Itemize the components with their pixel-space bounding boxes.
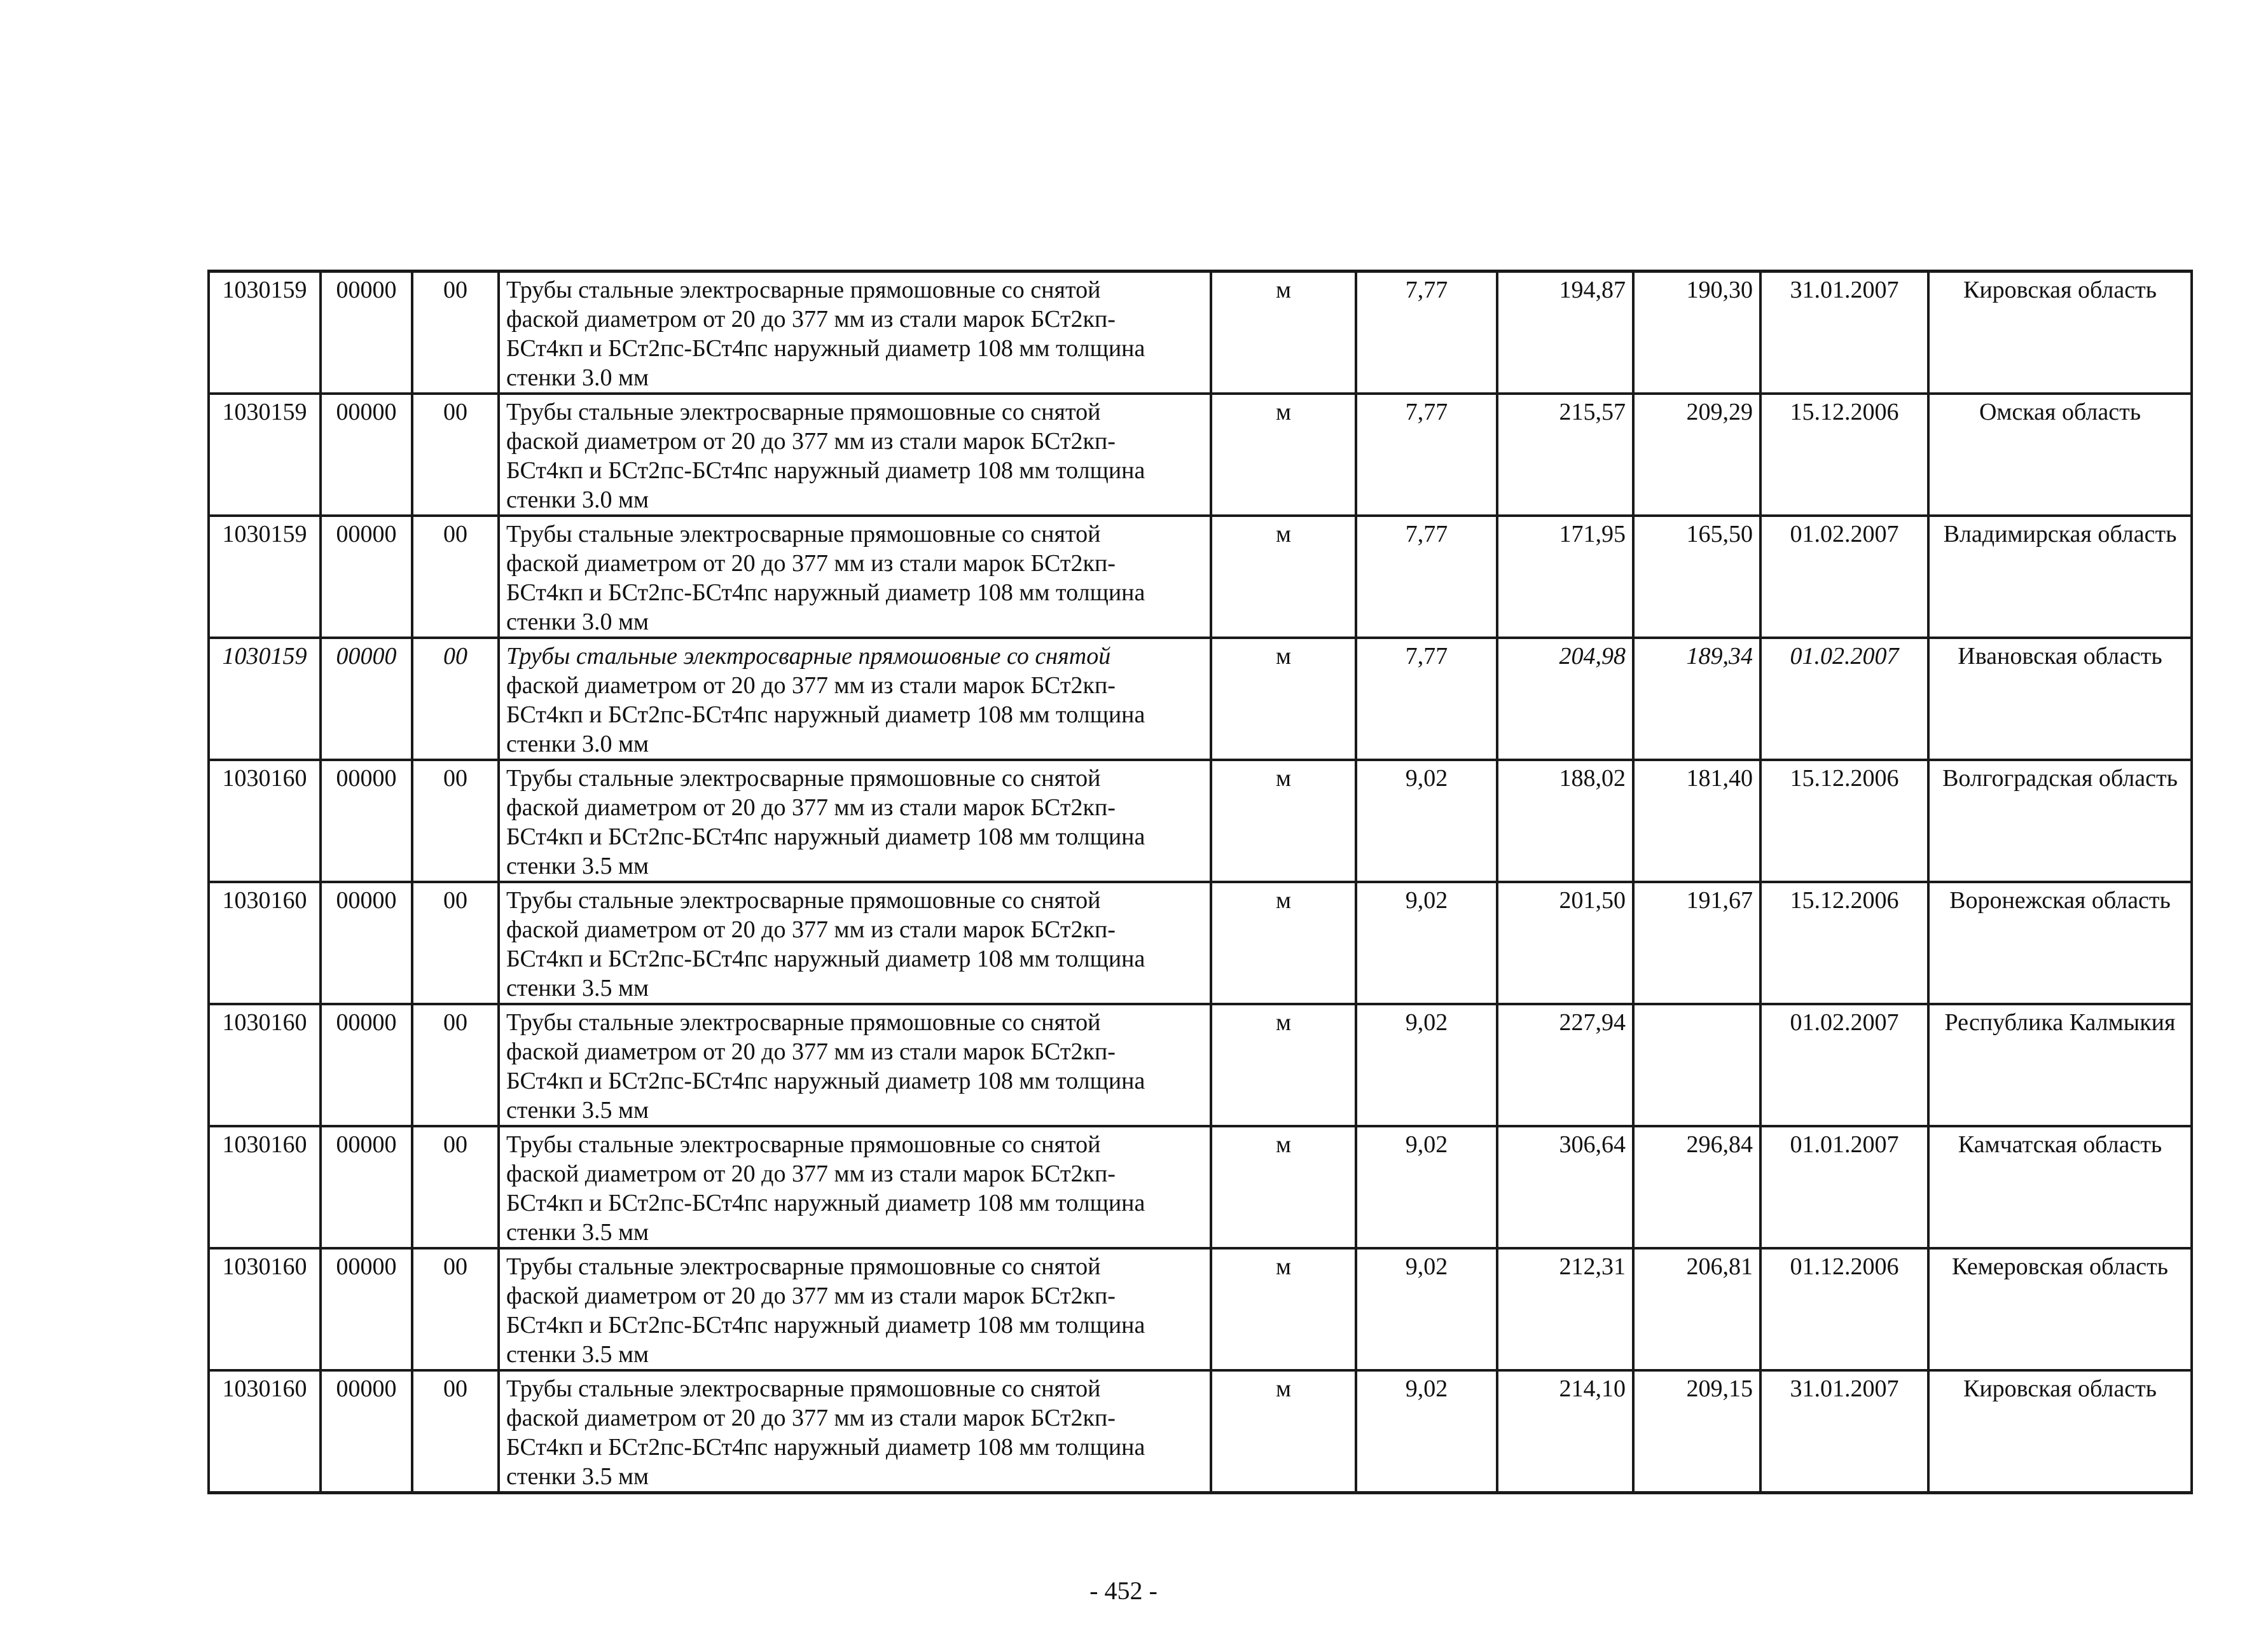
description-line: БСт4кп и БСт2пс-БСт4пс наружный диаметр 108 мм толщина xyxy=(506,1312,1145,1339)
price-2: 165,50 xyxy=(1633,516,1760,638)
unit: м xyxy=(1211,516,1356,638)
description-line: фаской диаметром от 20 до 377 мм из стали марок БСт2кп- xyxy=(506,794,1116,821)
item-code: 1030160 xyxy=(209,1126,321,1248)
price-1: 212,31 xyxy=(1497,1248,1633,1370)
table-row xyxy=(209,1004,2192,1126)
unit: м xyxy=(1211,882,1356,1004)
date: 01.01.2007 xyxy=(1760,1126,1928,1248)
quantity: 7,77 xyxy=(1356,272,1497,394)
description-line: стенки 3.5 мм xyxy=(506,975,649,1002)
description-line: стенки 3.5 мм xyxy=(506,853,649,879)
unit: м xyxy=(1211,272,1356,394)
date: 01.12.2006 xyxy=(1760,1248,1928,1370)
date: 01.02.2007 xyxy=(1760,1004,1928,1126)
item-subcode: 00000 xyxy=(321,394,412,516)
region: Камчатская область xyxy=(1928,1126,2192,1248)
item-subcode: 00000 xyxy=(321,882,412,1004)
date: 15.12.2006 xyxy=(1760,882,1928,1004)
item-variant: 00 xyxy=(412,760,499,882)
date: 01.02.2007 xyxy=(1760,638,1928,760)
item-subcode: 00000 xyxy=(321,1370,412,1493)
price-table-container xyxy=(207,270,2178,1490)
item-subcode: 00000 xyxy=(321,1004,412,1126)
item-description xyxy=(499,1126,1211,1248)
description-line: фаской диаметром от 20 до 377 мм из стали марок БСт2кп- xyxy=(506,672,1116,699)
description-line: стенки 3.5 мм xyxy=(506,1463,649,1490)
unit: м xyxy=(1211,1004,1356,1126)
item-code: 1030160 xyxy=(209,1370,321,1493)
description-line: БСт4кп и БСт2пс-БСт4пс наружный диаметр 108 мм толщина xyxy=(506,823,1145,850)
quantity: 9,02 xyxy=(1356,1248,1497,1370)
region: Республика Калмыкия xyxy=(1928,1004,2192,1126)
item-subcode: 00000 xyxy=(321,638,412,760)
price-2: 209,15 xyxy=(1633,1370,1760,1493)
price-1: 204,98 xyxy=(1497,638,1633,760)
date: 31.01.2007 xyxy=(1760,1370,1928,1493)
table-row xyxy=(209,638,2192,760)
description-line: стенки 3.5 мм xyxy=(506,1219,649,1246)
description-line: стенки 3.0 мм xyxy=(506,731,649,757)
item-description xyxy=(499,1248,1211,1370)
unit: м xyxy=(1211,1126,1356,1248)
price-table xyxy=(207,270,2193,1494)
unit: м xyxy=(1211,394,1356,516)
description-line: БСт4кп и БСт2пс-БСт4пс наружный диаметр 108 мм толщина xyxy=(506,335,1145,362)
price-1: 171,95 xyxy=(1497,516,1633,638)
quantity: 7,77 xyxy=(1356,394,1497,516)
description-line: стенки 3.0 мм xyxy=(506,609,649,635)
item-code: 1030160 xyxy=(209,760,321,882)
region: Кировская область xyxy=(1928,272,2192,394)
description-line: БСт4кп и БСт2пс-БСт4пс наружный диаметр 108 мм толщина xyxy=(506,1434,1145,1461)
item-variant: 00 xyxy=(412,882,499,1004)
region: Кировская область xyxy=(1928,1370,2192,1493)
item-variant: 00 xyxy=(412,1248,499,1370)
item-code: 1030159 xyxy=(209,516,321,638)
description-line: Трубы стальные электросварные прямошовные со снятой xyxy=(506,765,1101,792)
table-row xyxy=(209,394,2192,516)
item-code: 1030160 xyxy=(209,1004,321,1126)
description-line: Трубы стальные электросварные прямошовные со снятой xyxy=(506,887,1101,914)
unit: м xyxy=(1211,760,1356,882)
item-description xyxy=(499,1370,1211,1493)
item-description xyxy=(499,760,1211,882)
item-description xyxy=(499,1004,1211,1126)
description-line: БСт4кп и БСт2пс-БСт4пс наружный диаметр 108 мм толщина xyxy=(506,1190,1145,1216)
item-code: 1030159 xyxy=(209,394,321,516)
item-subcode: 00000 xyxy=(321,516,412,638)
description-line: БСт4кп и БСт2пс-БСт4пс наружный диаметр 108 мм толщина xyxy=(506,701,1145,728)
unit: м xyxy=(1211,1370,1356,1493)
item-subcode: 00000 xyxy=(321,760,412,882)
description-line: Трубы стальные электросварные прямошовные со снятой xyxy=(506,1375,1101,1402)
description-line: фаской диаметром от 20 до 377 мм из стали марок БСт2кп- xyxy=(506,1283,1116,1309)
table-row xyxy=(209,272,2192,394)
item-description xyxy=(499,638,1211,760)
item-code: 1030159 xyxy=(209,272,321,394)
item-subcode: 00000 xyxy=(321,1248,412,1370)
item-variant: 00 xyxy=(412,516,499,638)
description-line: Трубы стальные электросварные прямошовные со снятой xyxy=(506,643,1111,670)
description-line: Трубы стальные электросварные прямошовные со снятой xyxy=(506,521,1101,547)
price-2: 181,40 xyxy=(1633,760,1760,882)
item-variant: 00 xyxy=(412,638,499,760)
description-line: Трубы стальные электросварные прямошовные со снятой xyxy=(506,1253,1101,1280)
date: 01.02.2007 xyxy=(1760,516,1928,638)
price-2: 209,29 xyxy=(1633,394,1760,516)
region: Ивановская область xyxy=(1928,638,2192,760)
description-line: БСт4кп и БСт2пс-БСт4пс наружный диаметр 108 мм толщина xyxy=(506,457,1145,484)
item-variant: 00 xyxy=(412,1370,499,1493)
item-description xyxy=(499,516,1211,638)
date: 31.01.2007 xyxy=(1760,272,1928,394)
item-variant: 00 xyxy=(412,394,499,516)
description-line: БСт4кп и БСт2пс-БСт4пс наружный диаметр 108 мм толщина xyxy=(506,1068,1145,1094)
price-2: 296,84 xyxy=(1633,1126,1760,1248)
date: 15.12.2006 xyxy=(1760,760,1928,882)
price-1: 214,10 xyxy=(1497,1370,1633,1493)
price-1: 188,02 xyxy=(1497,760,1633,882)
table-row xyxy=(209,1370,2192,1493)
region: Владимирская область xyxy=(1928,516,2192,638)
description-line: БСт4кп и БСт2пс-БСт4пс наружный диаметр 108 мм толщина xyxy=(506,579,1145,606)
description-line: Трубы стальные электросварные прямошовные со снятой xyxy=(506,277,1101,303)
date: 15.12.2006 xyxy=(1760,394,1928,516)
description-line: фаской диаметром от 20 до 377 мм из стали марок БСт2кп- xyxy=(506,550,1116,577)
item-code: 1030160 xyxy=(209,1248,321,1370)
item-subcode: 00000 xyxy=(321,1126,412,1248)
item-variant: 00 xyxy=(412,1126,499,1248)
region: Волгоградская область xyxy=(1928,760,2192,882)
table-row xyxy=(209,1248,2192,1370)
page-number: - 452 - xyxy=(1089,1576,1158,1605)
region: Воронежская область xyxy=(1928,882,2192,1004)
description-line: стенки 3.5 мм xyxy=(506,1097,649,1124)
quantity: 9,02 xyxy=(1356,1126,1497,1248)
description-line: Трубы стальные электросварные прямошовные со снятой xyxy=(506,399,1101,425)
description-line: фаской диаметром от 20 до 377 мм из стали марок БСт2кп- xyxy=(506,428,1116,455)
region: Омская область xyxy=(1928,394,2192,516)
description-line: фаской диаметром от 20 до 377 мм из стали марок БСт2кп- xyxy=(506,1405,1116,1431)
description-line: стенки 3.0 мм xyxy=(506,364,649,391)
quantity: 9,02 xyxy=(1356,882,1497,1004)
description-line: Трубы стальные электросварные прямошовные со снятой xyxy=(506,1131,1101,1158)
price-1: 227,94 xyxy=(1497,1004,1633,1126)
price-2 xyxy=(1633,1004,1760,1126)
description-line: фаской диаметром от 20 до 377 мм из стали марок БСт2кп- xyxy=(506,1160,1116,1187)
price-2: 190,30 xyxy=(1633,272,1760,394)
item-description xyxy=(499,882,1211,1004)
price-1: 215,57 xyxy=(1497,394,1633,516)
description-line: стенки 3.0 мм xyxy=(506,486,649,513)
quantity: 9,02 xyxy=(1356,760,1497,882)
unit: м xyxy=(1211,638,1356,760)
item-description xyxy=(499,394,1211,516)
region: Кемеровская область xyxy=(1928,1248,2192,1370)
table-row xyxy=(209,760,2192,882)
price-1: 194,87 xyxy=(1497,272,1633,394)
item-variant: 00 xyxy=(412,1004,499,1126)
quantity: 9,02 xyxy=(1356,1370,1497,1493)
price-2: 206,81 xyxy=(1633,1248,1760,1370)
quantity: 9,02 xyxy=(1356,1004,1497,1126)
quantity: 7,77 xyxy=(1356,638,1497,760)
item-code: 1030160 xyxy=(209,882,321,1004)
unit: м xyxy=(1211,1248,1356,1370)
table-row xyxy=(209,516,2192,638)
item-code: 1030159 xyxy=(209,638,321,760)
price-2: 191,67 xyxy=(1633,882,1760,1004)
table-row xyxy=(209,882,2192,1004)
quantity: 7,77 xyxy=(1356,516,1497,638)
description-line: фаской диаметром от 20 до 377 мм из стали марок БСт2кп- xyxy=(506,306,1116,333)
item-description xyxy=(499,272,1211,394)
description-line: Трубы стальные электросварные прямошовные со снятой xyxy=(506,1009,1101,1036)
price-1: 306,64 xyxy=(1497,1126,1633,1248)
table-row xyxy=(209,1126,2192,1248)
description-line: фаской диаметром от 20 до 377 мм из стали марок БСт2кп- xyxy=(506,916,1116,943)
description-line: фаской диаметром от 20 до 377 мм из стали марок БСт2кп- xyxy=(506,1038,1116,1065)
description-line: стенки 3.5 мм xyxy=(506,1341,649,1368)
price-1: 201,50 xyxy=(1497,882,1633,1004)
item-subcode: 00000 xyxy=(321,272,412,394)
item-variant: 00 xyxy=(412,272,499,394)
description-line: БСт4кп и БСт2пс-БСт4пс наружный диаметр 108 мм толщина xyxy=(506,946,1145,972)
price-2: 189,34 xyxy=(1633,638,1760,760)
